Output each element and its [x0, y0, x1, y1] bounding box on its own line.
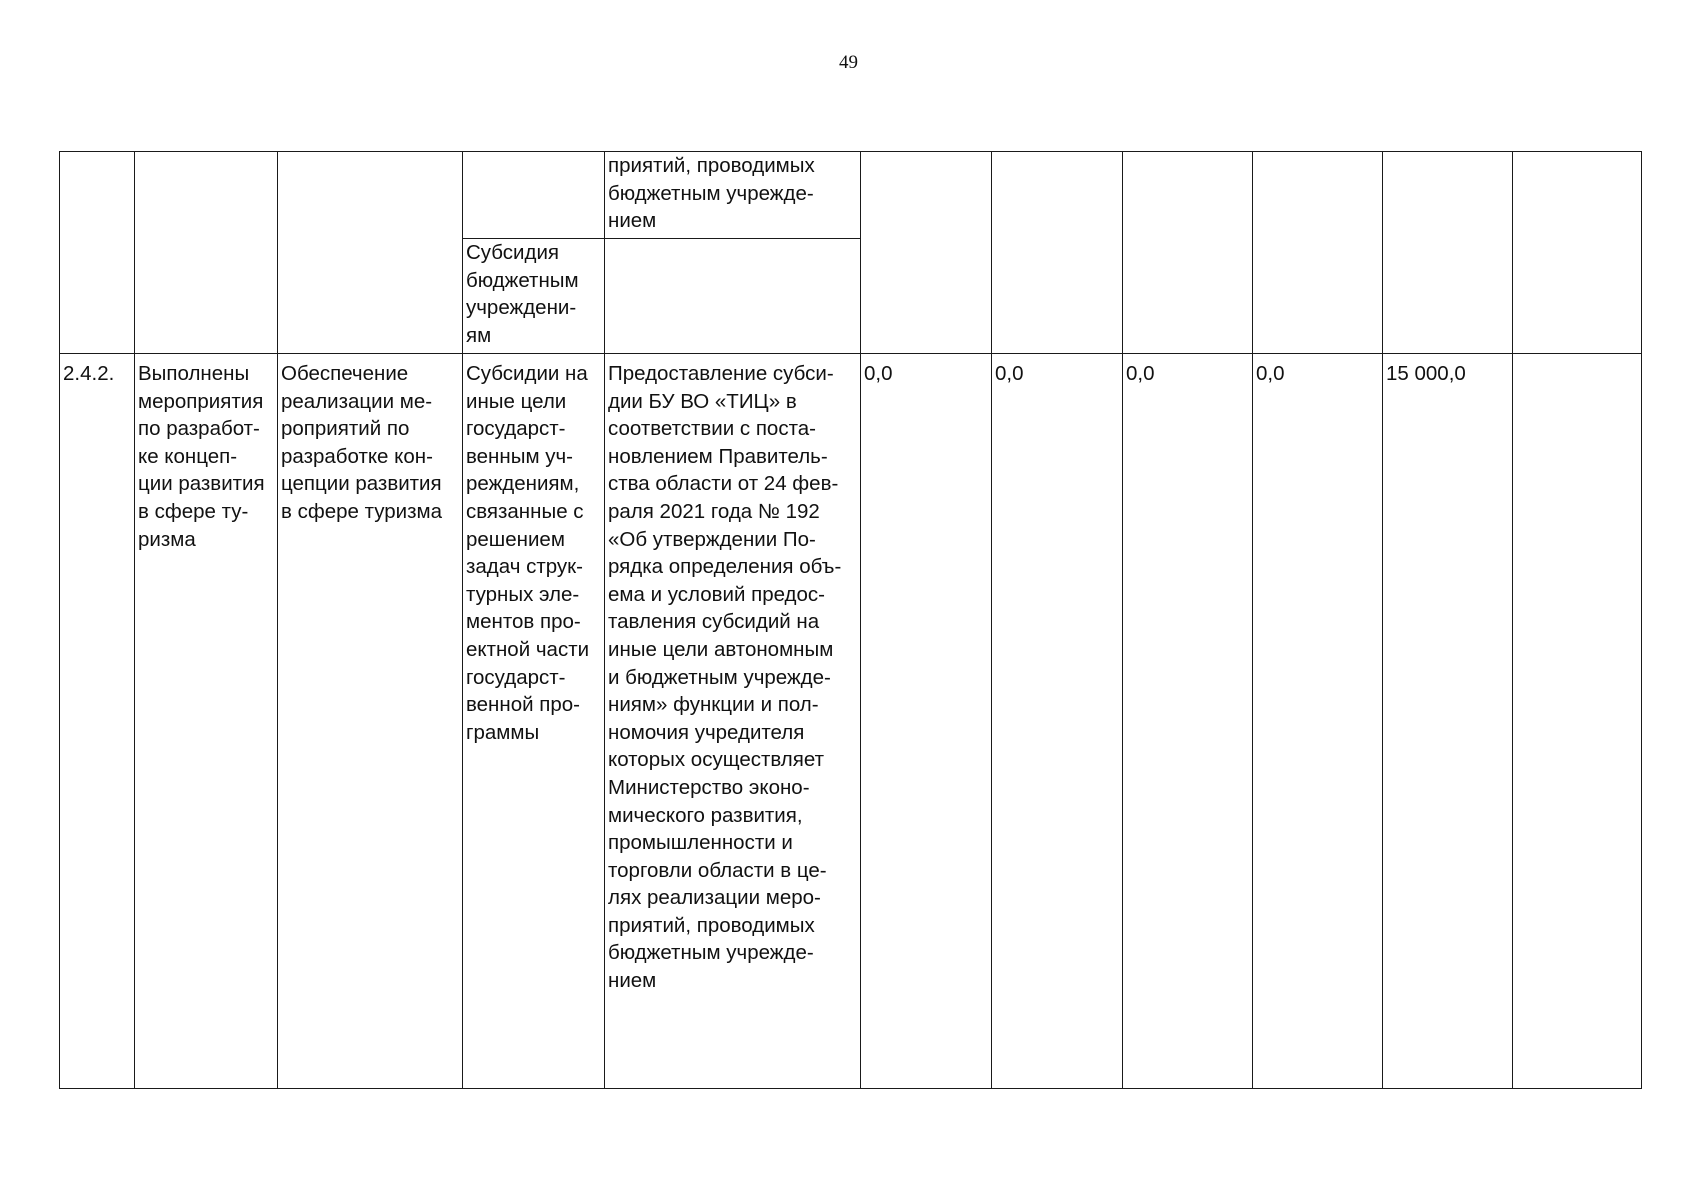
- cell-value-5: 15 000,0: [1383, 354, 1513, 1089]
- cell-value-6: [1513, 354, 1642, 1089]
- table-row-2-4-2: [60, 354, 1642, 1089]
- cell-value-4: 0,0: [1253, 354, 1383, 1089]
- cell-funding-description-empty: [605, 239, 861, 354]
- cell-measure: Обеспечение реализации ме- роприятий по разработке кон- цепции развития в сфере туризма: [278, 354, 463, 1089]
- page-number: 49: [839, 52, 858, 73]
- cell-funding-source: Субсидия бюджетным учреждени- ям: [463, 239, 605, 354]
- cell-value-2-empty: [992, 152, 1123, 354]
- cell-value-6-empty: [1513, 152, 1642, 354]
- cell-value-2: 0,0: [992, 354, 1123, 1089]
- cell-value-5-empty: [1383, 152, 1513, 354]
- cell-number-empty: [60, 152, 135, 354]
- budget-table: [59, 151, 1642, 1089]
- cell-measure-empty: [278, 152, 463, 354]
- cell-value-1-empty: [861, 152, 992, 354]
- table-row-continuation: [60, 152, 1642, 239]
- cell-number: 2.4.2.: [60, 354, 135, 1089]
- cell-result-empty: [135, 152, 278, 354]
- cell-funding-empty: [463, 152, 605, 239]
- cell-funding-source: Субсидии на иные цели государст- венным уч- реждениям, связанные с решением задач струк- турных эле- ментов про- ектной части государст- венной про- граммы: [463, 354, 605, 1089]
- cell-value-4-empty: [1253, 152, 1383, 354]
- cell-description-tail: приятий, проводимых бюджетным учрежде- нием: [605, 152, 861, 239]
- cell-value-3: 0,0: [1123, 354, 1253, 1089]
- cell-result: Выполнены мероприятия по разработ- ке концеп- ции развития в сфере ту- ризма: [135, 354, 278, 1089]
- cell-description: Предоставление субси- дии БУ ВО «ТИЦ» в соответствии с поста- новлением Правитель- ства области от 24 фев- раля 2021 года № 192 «Об утверждении По- рядка определения объ- ема и условий предос- тавления субсидий на иные цели автономным и бюджетным учрежде- ниям» функции и пол- номочия учредителя которых осуществляет Министерство эконо- мического развития, промышленности и торговли области в це- лях реализации меро- приятий, проводимых бюджетным учрежде- нием: [605, 354, 861, 1089]
- cell-value-1: 0,0: [861, 354, 992, 1089]
- cell-value-3-empty: [1123, 152, 1253, 354]
